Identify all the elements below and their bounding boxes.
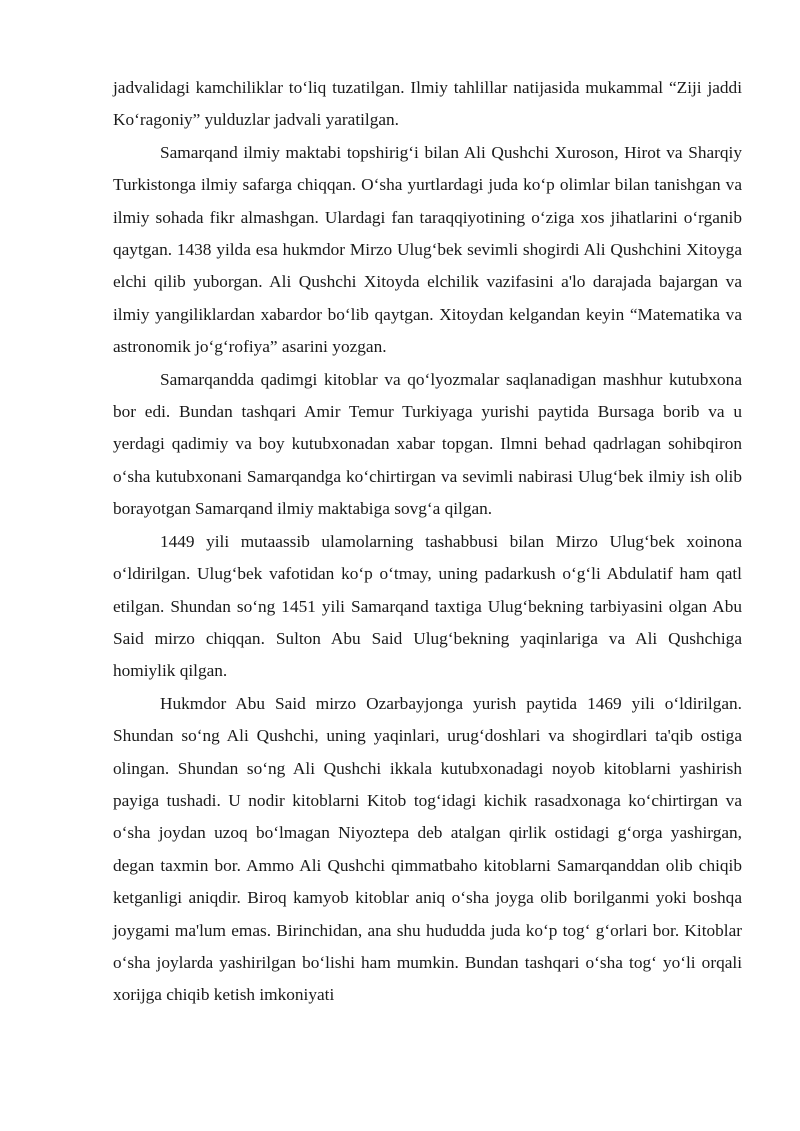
paragraph-ulugbek-death: 1449 yili mutaassib ulamolarning tashabbusi bilan Mirzo Ulug‘bek xoinona o‘ldirilgan. Ulug‘bek vafotidan ko‘p o‘tmay, uning padarkush o‘g‘li Abdulatif ham qatl etilgan. Shundan so‘ng 1451 yili Samarqand taxtiga Ulug‘bekning tarbiyasini olgan Abu Said mirzo chiqqan. Sulton Abu Said Ulug‘bekning yaqinlariga va Ali Qushchiga homiylik qilgan. <box>113 531 742 681</box>
paragraph-ali-qushchi-travels: Samarqand ilmiy maktabi topshirig‘i bilan Ali Qushchi Xuroson, Hirot va Sharqiy Turkistonga ilmiy safarga chiqqan. O‘sha yurtlardagi juda ko‘p olimlar bilan tanishgan va ilmiy sohada fikr almashgan. Ulardagi fan taraqqiyotining o‘ziga xos jihatlarini o‘rganib qaytgan. 1438 yilda esa hukmdor Mirzo Ulug‘bek sevimli shogirdi Ali Qushchini Xitoyga elchi qilib yuborgan. Ali Qushchi Xitoyda elchilik vazifasini a'lo darajada bajargan va ilmiy yangiliklardan xabardor bo‘lib qaytgan. Xitoydan kelgandan keyin “Matematika va astronomik jo‘g‘rofiya” asarini yozgan. <box>113 142 742 357</box>
paragraph-continued: jadvalidagi kamchiliklar to‘liq tuzatilgan. Ilmiy tahlillar natijasida mukammal “Ziji jaddi Ko‘ragoniy” yulduzlar jadvali yaratilgan. <box>113 78 742 130</box>
document-page <box>113 72 742 1012</box>
paragraph-samarkand-library: Samarqandda qadimgi kitoblar va qo‘lyozmalar saqlanadigan mashhur kutubxona bor edi. Bundan tashqari Amir Temur Turkiyaga yurishi paytida Bursaga borib va u yerdagi qadimiy va boy kutubxonadan xabar topgan. Ilmni behad qadrlagan sohibqiron o‘sha kutubxonani Samarqandga ko‘chirtirgan va sevimli nabirasi Ulug‘bek ilmiy ish olib borayotgan Samarqand ilmiy maktabiga sovg‘a qilgan. <box>113 369 742 519</box>
paragraph-hidden-books: Hukmdor Abu Said mirzo Ozarbayjonga yurish paytida 1469 yili o‘ldirilgan. Shundan so‘ng Ali Qushchi, uning yaqinlari, urug‘doshlari va shogirdlari ta'qib ostiga olingan. Shundan so‘ng Ali Qushchi ikkala kutubxonadagi noyob kitoblarni yashirish payiga tushadi. U nodir kitoblarni Kitob tog‘idagi kichik rasadxonaga ko‘chirtirgan va o‘sha joydan uzoq bo‘lmagan Niyoztepa deb atalgan qirlik ostidagi g‘orga yashirgan, degan taxmin bor. Ammo Ali Qushchi qimmatbaho kitoblarni Samarqanddan olib chiqib ketganligi aniqdir. Biroq kamyob kitoblar aniq o‘sha joyga olib borilganmi yoki boshqa joygami ma'lum emas. Birinchidan, ana shu hududda juda ko‘p tog‘ g‘orlari bor. Kitoblar o‘sha joylarda yashirilgan bo‘lishi ham mumkin. Bundan tashqari o‘sha tog‘ yo‘li orqali xorijga chiqib ketish imkoniyati <box>113 693 742 1005</box>
